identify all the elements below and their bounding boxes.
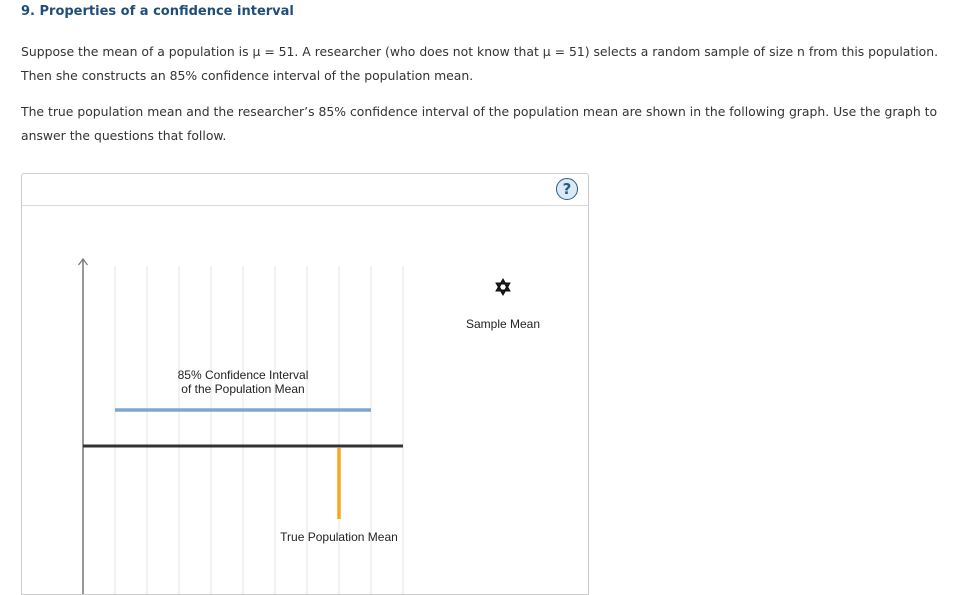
intro-paragraph-2: The true population mean and the researcher’s 85% confidence interval of the population mean are shown in the following graph. Use the graph to answer the questions that follow. bbox=[21, 104, 938, 143]
graph-panel bbox=[21, 173, 589, 595]
vertical-axis bbox=[79, 259, 88, 594]
page-title: 9. Properties of a confidence interval bbox=[21, 4, 294, 19]
ci-label-line-1: 85% Confidence Interval bbox=[177, 368, 309, 382]
sample-mean-tool[interactable] bbox=[466, 280, 540, 331]
grid-lines bbox=[115, 266, 403, 594]
confidence-interval-graph[interactable] bbox=[22, 174, 588, 594]
true-mean-label: True Population Mean bbox=[280, 530, 398, 544]
intro-paragraph-1: Suppose the mean of a population is μ = 51. A researcher (who does not know that μ = 51) selects a random sample of size n from this population. Then she constructs an 85% confidence interval of the population mean. bbox=[21, 44, 939, 83]
star-of-david-icon[interactable] bbox=[497, 280, 509, 294]
ci-label-line-2: of the Population Mean bbox=[181, 382, 305, 396]
sample-mean-label: Sample Mean bbox=[465, 317, 541, 331]
help-button[interactable]: ? bbox=[556, 178, 578, 200]
